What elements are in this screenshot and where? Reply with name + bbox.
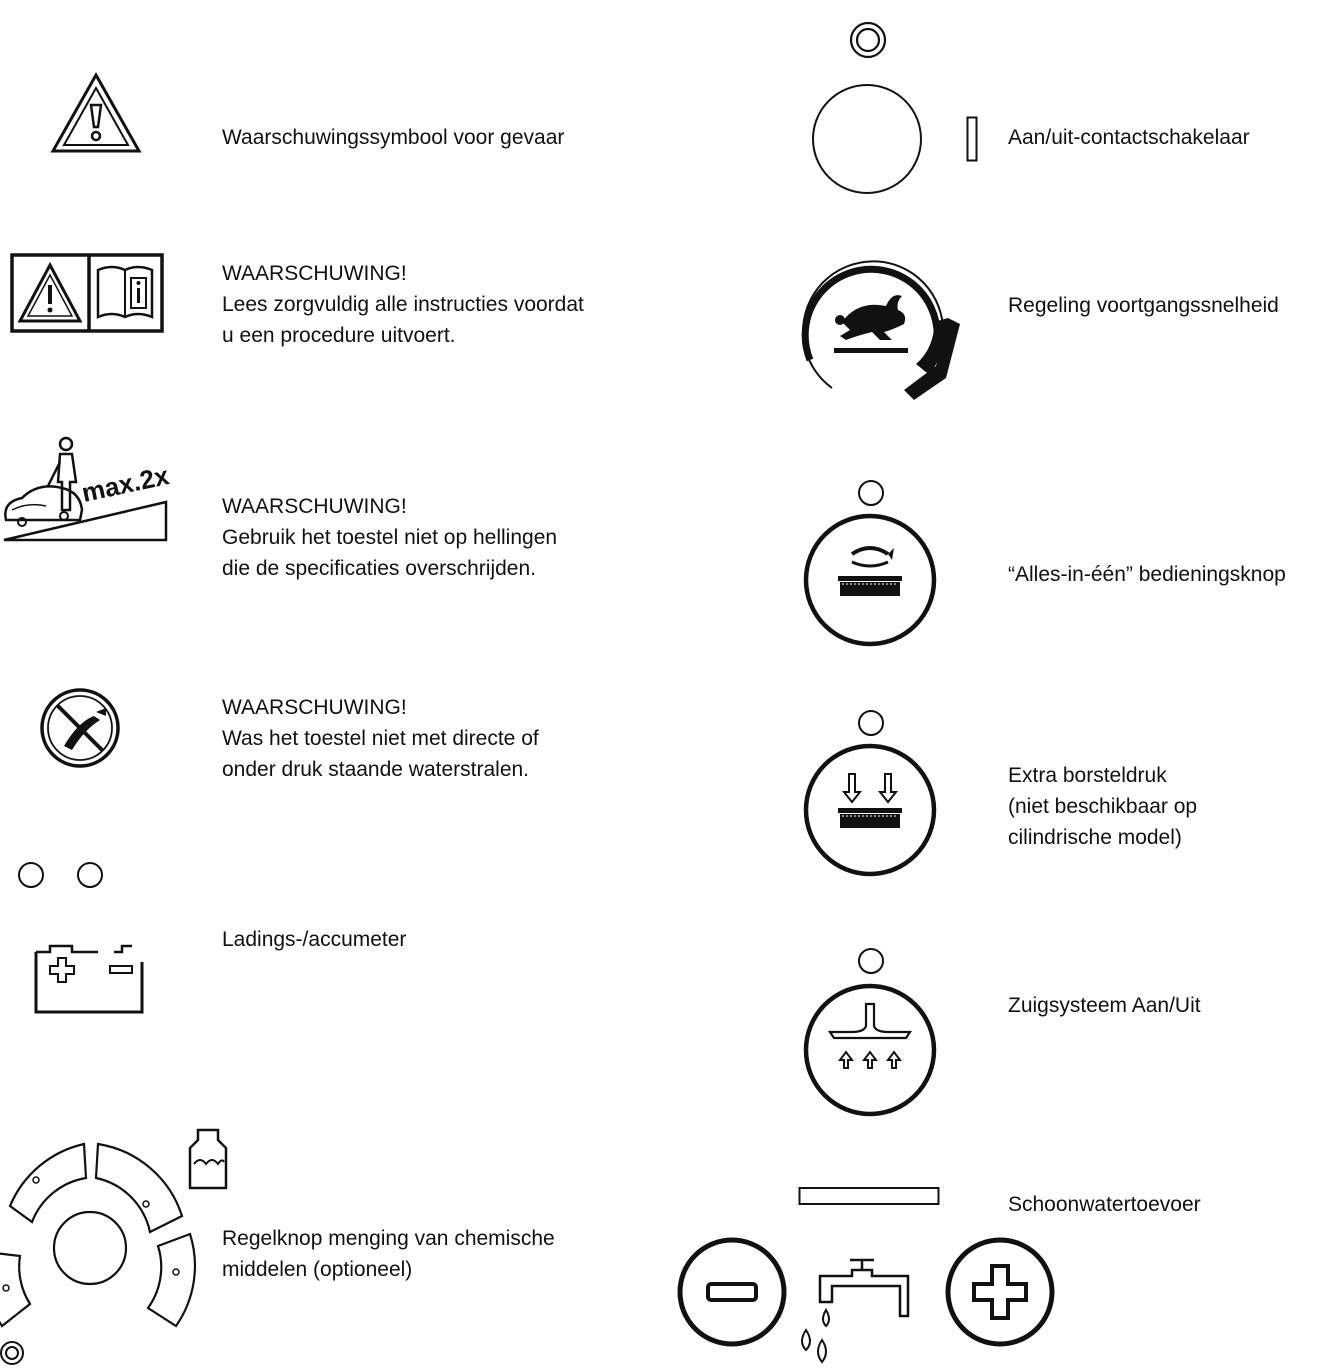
brush-pressure-indicator [856, 708, 886, 738]
key-switch-icon[interactable] [810, 82, 924, 196]
hazard-label: Waarschuwingssymbool voor gevaar [222, 126, 565, 149]
rabbit-speed-icon[interactable] [800, 260, 960, 400]
slope-label: WAARSCHUWING! Gebruik het toestel niet op hellingen die de specificaties overschrijden. [222, 495, 558, 580]
pressure-label: Extra borsteldruk (niet beschikbaar op cilindrische model) [1008, 764, 1198, 849]
read-manual-icon [10, 253, 164, 333]
vacuum-icon[interactable] [802, 982, 938, 1118]
vacuum-indicator [856, 946, 886, 976]
water-label: Schoonwatertoevoer [1008, 1193, 1201, 1216]
vacuum-label: Zuigsysteem Aan/Uit [1008, 994, 1201, 1017]
battery-indicator-lights [16, 861, 108, 891]
water-increase-button[interactable] [944, 1236, 1056, 1348]
water-decrease-button[interactable] [676, 1236, 788, 1348]
key-switch-indicator [848, 20, 888, 60]
key-label: Aan/uit-contactschakelaar [1008, 126, 1250, 149]
onetouch-label: “Alles-in-één” bedieningsknop [1008, 563, 1286, 586]
slope-icon-text: max.2x [79, 460, 172, 508]
water-flow-icon [792, 1258, 922, 1368]
one-touch-indicator [856, 478, 886, 508]
chemical-label: Regelknop menging van chemische middelen (optioneel) [222, 1227, 555, 1281]
manual-label: WAARSCHUWING! Lees zorgvuldig alle instructies voordat u een procedure uitvoert. [222, 262, 584, 347]
chemical-dial-icon[interactable] [0, 1176, 200, 1368]
nowash-label: WAARSCHUWING! Was het toestel niet met directe of onder druk staande waterstralen. [222, 696, 539, 781]
battery-icon [30, 936, 150, 1018]
battery-label: Ladings-/accumeter [222, 928, 407, 951]
no-water-jet-icon [38, 686, 122, 770]
slope-warning-icon [0, 436, 180, 544]
speed-label: Regeling voortgangssnelheid [1008, 294, 1279, 317]
key-slot-icon [966, 116, 978, 162]
one-touch-brush-icon[interactable] [802, 512, 938, 648]
brush-pressure-icon[interactable] [802, 742, 938, 878]
warning-triangle-icon [50, 72, 142, 154]
water-flow-level-bar [798, 1186, 940, 1208]
